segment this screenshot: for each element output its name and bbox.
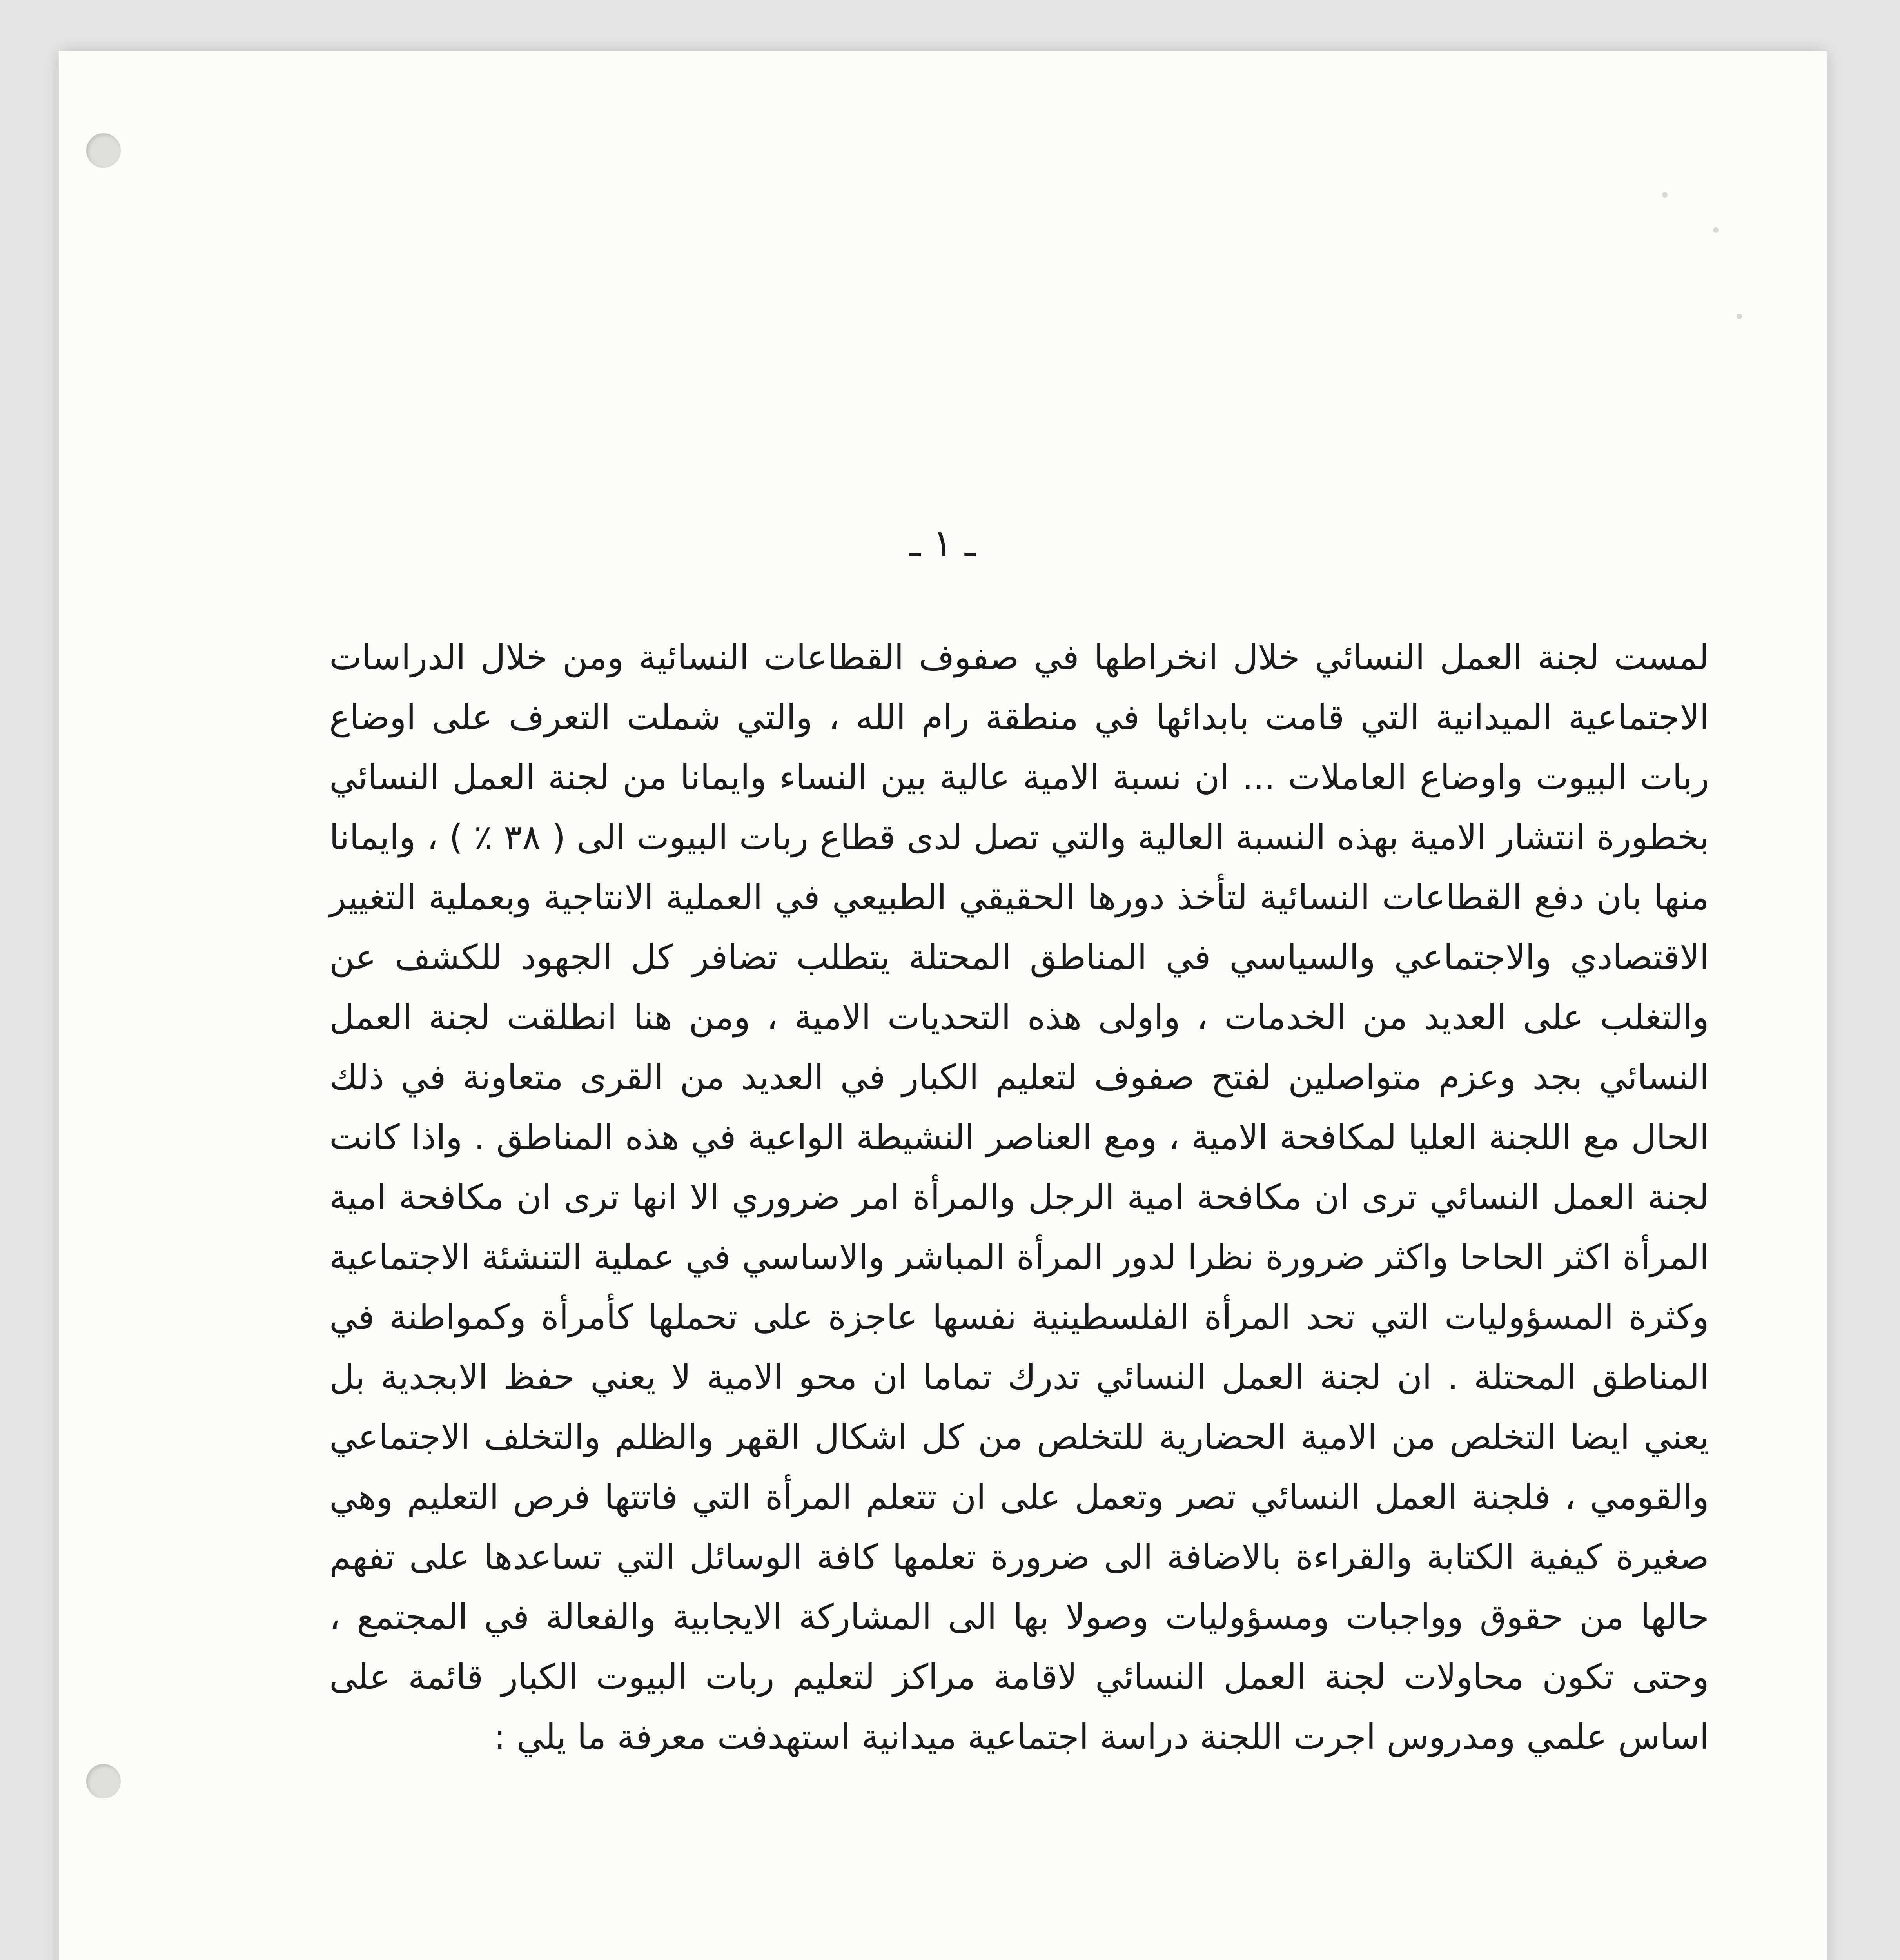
paper-mark — [1713, 227, 1719, 233]
paragraph-text: لمست لجنة العمل النسائي خلال انخراطها في صفوف القطاعات النسائية ومن خلال الدراسات الاجتماعية الميدانية التي قامت بابدائها في منطقة رام الله ، والتي شملت التعرف على اوضاع ربات البيوت واوضاع العاملات ... ان نسبة الامية عالية بين النساء وايمانا من لجنة العمل النسائي بخطورة انتشار الامية بهذه النسبة العالية والتي تصل لدى قطاع ربات البيوت الى ( ٣٨ ٪ ) ، وايمانا منها بان دفع القطاعات النسائية لتأخذ دورها الحقيقي الطبيعي في العملية الانتاجية وبعملية التغيير الاقتصادي والاجتماعي والسياسي في المناطق المحتلة يتطلب تضافر كل الجهود للكشف عن والتغلب على العديد من الخدمات ، واولى هذه التحديات الامية ، ومن هنا انطلقت لجنة العمل النسائي بجد وعزم متواصلين لفتح صفوف لتعليم الكبار في العديد من القرى متعاونة في ذلك الحال مع اللجنة العليا لمكافحة الامية ، ومع العناصر النشيطة الواعية في هذه المناطق . واذا كانت لجنة العمل النسائي ترى ان مكافحة امية الرجل والمرأة امر ضروري الا انها ترى ان مكافحة امية المرأة اكثر الحاحا واكثر ضرورة نظرا لدور المرأة المباشر والاساسي في عملية التنشئة الاجتماعية وكثرة المسؤوليات التي تحد المرأة الفلسطينية نفسها عاجزة على تحملها كأمرأة وكمواطنة في المناطق المحتلة . ان لجنة العمل النسائي تدرك تماما ان محو الامية لا يعني حفظ الابجدية بل يعني ايضا التخلص من الامية الحضارية للتخلص من كل اشكال القهر والظلم والتخلف الاجتماعي والقومي ، فلجنة العمل النسائي تصر وتعمل على ان تتعلم المرأة التي فاتتها فرص التعليم وهي صغيرة كيفية الكتابة والقراءة بالاضافة الى ضرورة تعلمها كافة الوسائل التي تساعدها على تفهم حالها من حقوق وواجبات ومسؤوليات وصولا بها الى المشاركة الايجابية والفعالة في المجتمع ، وحتى تكون محاولات لجنة العمل النسائي لاقامة مراكز لتعليم ربات البيوت الكبار قائمة على اساس علمي ومدروس اجرت اللجنة دراسة اجتماعية ميدانية استهدفت معرفة ما يلي : — [329, 637, 1709, 1757]
document-page — [59, 51, 1827, 1960]
punch-hole-bottom — [86, 1764, 121, 1798]
paper-mark — [1737, 314, 1742, 319]
paper-mark — [1662, 192, 1668, 198]
body-paragraph — [329, 627, 1709, 1767]
punch-hole-top — [86, 133, 121, 168]
page-number: ـ ١ ـ — [909, 521, 976, 565]
